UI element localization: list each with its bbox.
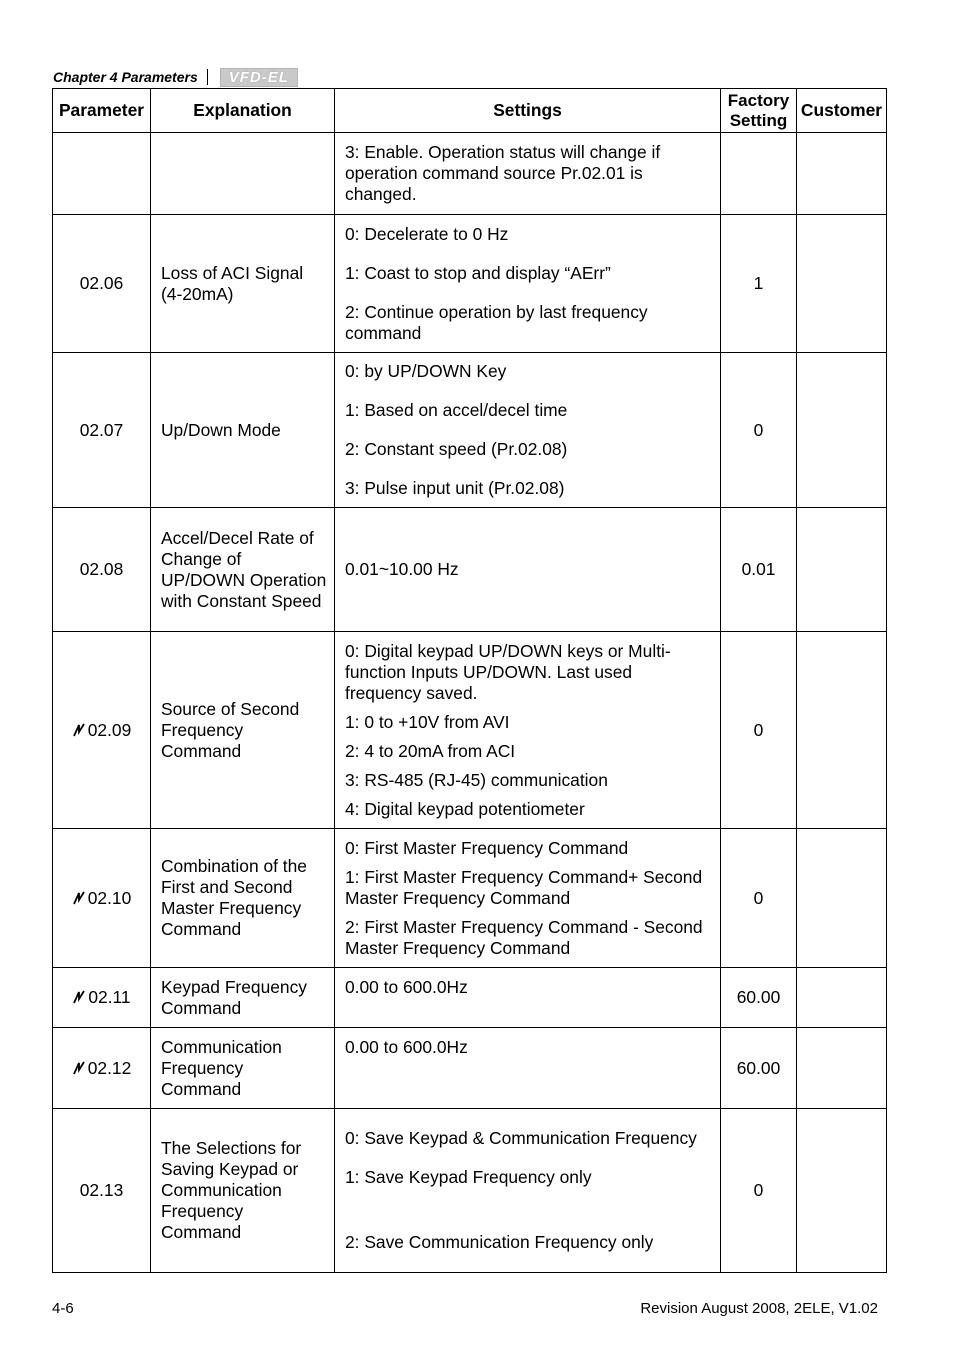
setting-option: 2: Constant speed (Pr.02.08) bbox=[345, 439, 568, 459]
setting-option: 0: Decelerate to 0 Hz bbox=[345, 223, 509, 244]
setting-option: 0.00 to 600.0Hz bbox=[345, 1037, 468, 1057]
param-cell: 02.07 bbox=[53, 353, 151, 508]
customer-cell bbox=[797, 353, 887, 508]
param-number: 02.12 bbox=[87, 1057, 132, 1078]
setting-option: 0: by UP/DOWN Key bbox=[345, 361, 507, 381]
settings-cell bbox=[335, 829, 721, 968]
settings-cell bbox=[335, 632, 721, 829]
settings-cell bbox=[335, 508, 721, 632]
param-number: 02.09 bbox=[87, 719, 132, 740]
param-cell bbox=[53, 968, 151, 1028]
run-time-change-icon bbox=[72, 723, 86, 737]
param-number: 02.11 bbox=[88, 987, 131, 1007]
setting-option: 1: Based on accel/decel time bbox=[345, 400, 568, 420]
explanation-cell: Keypad Frequency Command bbox=[151, 968, 335, 1028]
customer-cell bbox=[797, 1028, 887, 1109]
param-number: 02.10 bbox=[87, 887, 132, 908]
vfd-el-logo: VFD-EL bbox=[220, 68, 298, 87]
setting-option: 1: First Master Frequency Command+ Second Master Frequency Command bbox=[345, 866, 703, 908]
setting-option: 0.00 to 600.0Hz bbox=[345, 977, 468, 997]
header-parameter: Parameter bbox=[53, 89, 151, 133]
setting-option: 2: 4 to 20mA from ACI bbox=[345, 740, 516, 761]
factory-cell: 0.01 bbox=[721, 508, 797, 632]
chapter-title: Chapter 4 Parameters bbox=[53, 69, 198, 85]
header-explanation: Explanation bbox=[151, 89, 335, 133]
factory-cell: 60.00 bbox=[721, 968, 797, 1028]
header-customer: Customer bbox=[797, 89, 887, 133]
customer-cell bbox=[797, 968, 887, 1028]
settings-cell bbox=[335, 1109, 721, 1273]
revision-note: Revision August 2008, 2ELE, V1.02 bbox=[640, 1300, 878, 1317]
explanation-cell bbox=[151, 133, 335, 215]
param-cell: 02.06 bbox=[53, 215, 151, 353]
customer-cell bbox=[797, 215, 887, 353]
factory-cell: 0 bbox=[721, 1109, 797, 1273]
settings-cell bbox=[335, 133, 721, 215]
table-row bbox=[53, 1109, 887, 1273]
setting-option: 1: 0 to +10V from AVI bbox=[345, 711, 510, 732]
explanation-cell: Loss of ACI Signal (4-20mA) bbox=[151, 215, 335, 353]
header-factory-setting bbox=[721, 89, 797, 133]
table-row bbox=[53, 215, 887, 353]
setting-option: 1: Coast to stop and display “AErr” bbox=[345, 262, 611, 283]
setting-option: 2: Save Communication Frequency only bbox=[345, 1232, 654, 1252]
factory-cell: 0 bbox=[721, 353, 797, 508]
run-time-change-icon bbox=[72, 1061, 86, 1075]
param-cell: 02.08 bbox=[53, 508, 151, 632]
table-header-row bbox=[53, 89, 887, 133]
header-settings: Settings bbox=[335, 89, 721, 133]
table-row bbox=[53, 353, 887, 508]
table-row bbox=[53, 508, 887, 632]
page-header bbox=[53, 66, 298, 88]
table-row bbox=[53, 632, 887, 829]
customer-cell bbox=[797, 133, 887, 215]
table-row bbox=[53, 133, 887, 215]
setting-option: 2: Continue operation by last frequency command bbox=[345, 301, 648, 343]
factory-cell: 60.00 bbox=[721, 1028, 797, 1109]
header-factory-line2: Setting bbox=[729, 110, 788, 130]
parameter-table bbox=[52, 88, 887, 1273]
table-row bbox=[53, 1028, 887, 1109]
param-cell: 02.13 bbox=[53, 1109, 151, 1273]
setting-option: 3: Pulse input unit (Pr.02.08) bbox=[345, 478, 565, 498]
setting-option: 0: First Master Frequency Command bbox=[345, 837, 629, 858]
explanation-cell: Up/Down Mode bbox=[151, 353, 335, 508]
setting-option: 3: RS-485 (RJ-45) communication bbox=[345, 769, 608, 790]
factory-cell: 0 bbox=[721, 829, 797, 968]
page-number: 4-6 bbox=[52, 1300, 74, 1317]
run-time-change-icon bbox=[72, 891, 86, 905]
setting-option: 0: Digital keypad UP/DOWN keys or Multi-function Inputs UP/DOWN. Last used frequency saved. bbox=[345, 640, 671, 703]
explanation-cell: Accel/Decel Rate of Change of UP/DOWN Operation with Constant Speed bbox=[151, 508, 335, 632]
setting-option: 4: Digital keypad potentiometer bbox=[345, 798, 585, 819]
setting-option: 0: Save Keypad & Communication Frequency bbox=[345, 1128, 697, 1148]
table-row bbox=[53, 968, 887, 1028]
settings-cell bbox=[335, 215, 721, 353]
settings-cell bbox=[335, 968, 721, 1028]
settings-cell bbox=[335, 353, 721, 508]
setting-option: 2: First Master Frequency Command - Second Master Frequency Command bbox=[345, 916, 703, 958]
run-time-change-icon bbox=[72, 990, 86, 1004]
settings-cell bbox=[335, 1028, 721, 1109]
customer-cell bbox=[797, 632, 887, 829]
param-cell bbox=[53, 133, 151, 215]
header-factory-line1: Factory bbox=[727, 90, 790, 110]
setting-option: 3: Enable. Operation status will change if operation command source Pr.02.01 is changed. bbox=[345, 142, 661, 204]
setting-option: 0.01~10.00 Hz bbox=[345, 559, 459, 579]
table-row bbox=[53, 829, 887, 968]
explanation-cell: The Selections for Saving Keypad or Communication Frequency Command bbox=[151, 1109, 335, 1273]
customer-cell bbox=[797, 508, 887, 632]
explanation-cell: Source of Second Frequency Command bbox=[151, 632, 335, 829]
customer-cell bbox=[797, 1109, 887, 1273]
explanation-cell: Communication Frequency Command bbox=[151, 1028, 335, 1109]
param-cell bbox=[53, 829, 151, 968]
setting-option: 1: Save Keypad Frequency only bbox=[345, 1167, 592, 1187]
param-cell bbox=[53, 632, 151, 829]
explanation-cell: Combination of the First and Second Master Frequency Command bbox=[151, 829, 335, 968]
factory-cell: 0 bbox=[721, 632, 797, 829]
param-cell bbox=[53, 1028, 151, 1109]
factory-cell bbox=[721, 133, 797, 215]
header-divider bbox=[207, 69, 208, 85]
factory-cell: 1 bbox=[721, 215, 797, 353]
customer-cell bbox=[797, 829, 887, 968]
